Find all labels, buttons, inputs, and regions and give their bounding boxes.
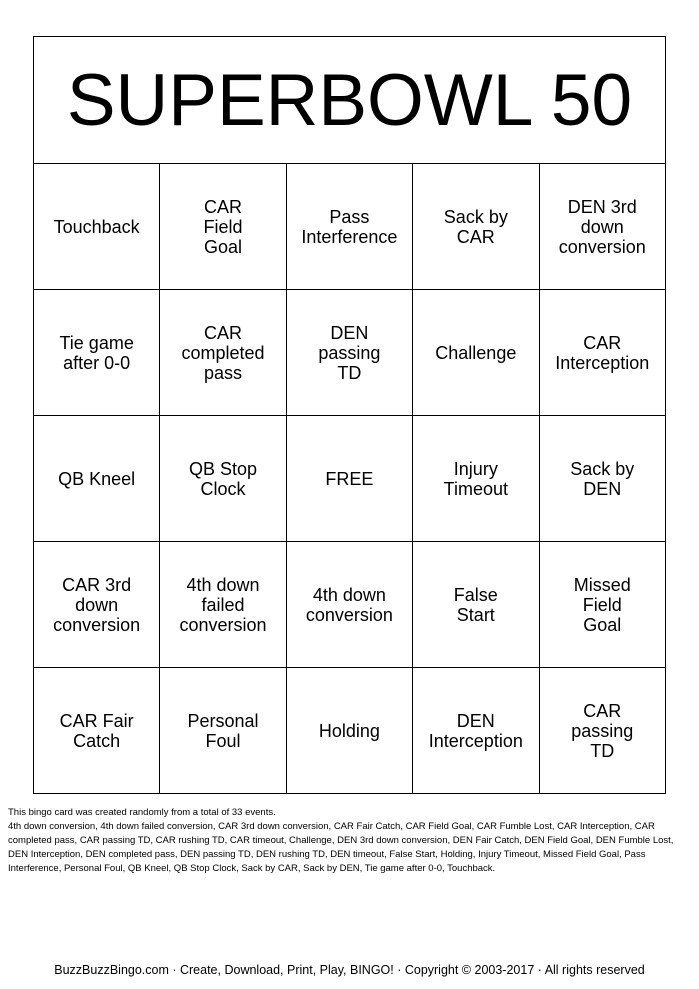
bingo-cell: QB Kneel	[34, 416, 160, 542]
bingo-cell: DEN Interception	[413, 668, 539, 794]
bingo-cell: False Start	[413, 542, 539, 668]
bingo-row	[34, 290, 666, 416]
bingo-cell: Injury Timeout	[413, 416, 539, 542]
bingo-cell: CAR Interception	[539, 290, 665, 416]
bingo-cell: CAR 3rd down conversion	[34, 542, 160, 668]
bingo-cell: Personal Foul	[160, 668, 286, 794]
bingo-cell: CAR completed pass	[160, 290, 286, 416]
bingo-cell: Touchback	[34, 164, 160, 290]
bingo-grid	[34, 164, 666, 794]
bingo-cell: CAR Field Goal	[160, 164, 286, 290]
info-line: This bingo card was created randomly from a total of 33 events.	[8, 807, 276, 818]
bingo-row	[34, 416, 666, 542]
bingo-cell: Sack by DEN	[539, 416, 665, 542]
events-list: 4th down conversion, 4th down failed conversion, CAR 3rd down conversion, CAR Fair Catch, CAR Field Goal, CAR Fumble Lost, CAR Interception, CAR completed pass, CAR passing TD, CAR rushing TD, CAR timeout, Challenge, DEN 3rd down conversion, DEN Fair Catch, DEN Field Goal, DEN Fumble Lost, DEN Interception, DEN completed pass, DEN passing TD, DEN rushing TD, DEN timeout, False Start, Holding, Injury Timeout, Missed Field Goal, Pass Interference, Personal Foul, QB Kneel, QB Stop Clock, Sack by CAR, Sack by DEN, Tie game after 0-0, Touchback.	[8, 821, 674, 874]
bingo-cell: CAR passing TD	[539, 668, 665, 794]
bingo-cell: CAR Fair Catch	[34, 668, 160, 794]
bingo-card	[33, 36, 666, 794]
bingo-row	[34, 164, 666, 290]
bingo-row	[34, 542, 666, 668]
card-info	[8, 806, 688, 876]
bingo-cell: Sack by CAR	[413, 164, 539, 290]
bingo-cell: Pass Interference	[286, 164, 412, 290]
bingo-cell: FREE	[286, 416, 412, 542]
bingo-cell: DEN 3rd down conversion	[539, 164, 665, 290]
bingo-cell: QB Stop Clock	[160, 416, 286, 542]
bingo-cell: 4th down failed conversion	[160, 542, 286, 668]
bingo-cell: 4th down conversion	[286, 542, 412, 668]
footer: BuzzBuzzBingo.com · Create, Download, Print, Play, BINGO! · Copyright © 2003-2017 · All rights reserved	[54, 963, 645, 977]
bingo-cell: DEN passing TD	[286, 290, 412, 416]
bingo-row	[34, 668, 666, 794]
bingo-cell: Holding	[286, 668, 412, 794]
card-title: SUPERBOWL 50	[34, 37, 666, 164]
bingo-cell: Challenge	[413, 290, 539, 416]
bingo-cell: Missed Field Goal	[539, 542, 665, 668]
bingo-cell: Tie game after 0-0	[34, 290, 160, 416]
